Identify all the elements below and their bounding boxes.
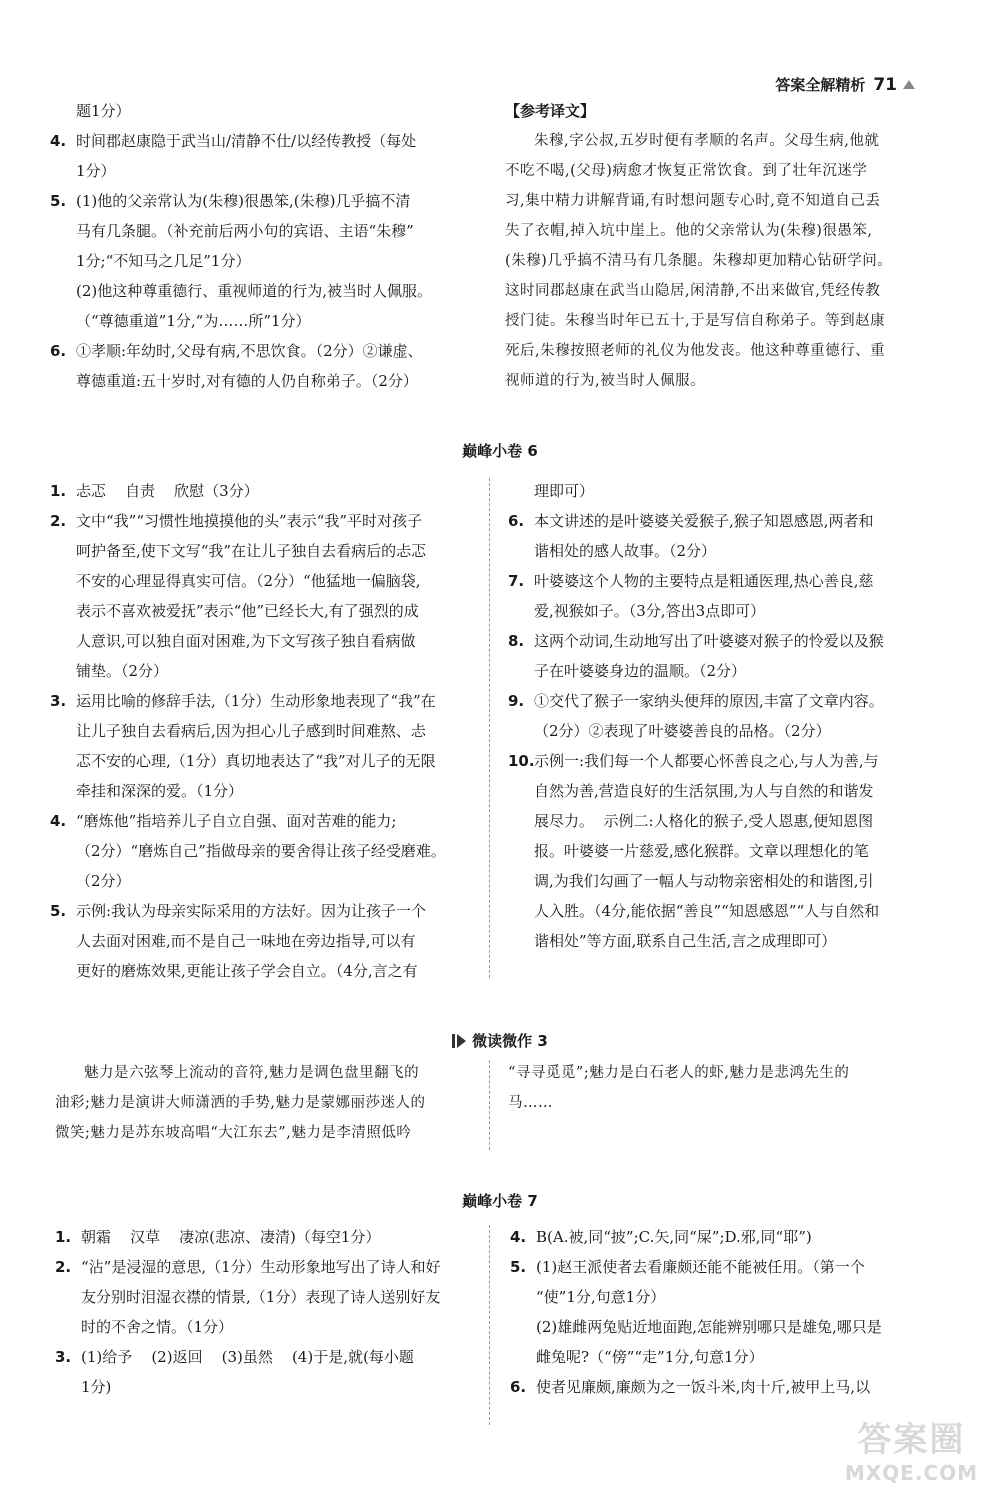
section6-left: [50, 476, 475, 986]
item-number: 4.: [510, 1228, 527, 1246]
bar-icon: [452, 1034, 455, 1048]
text-line: 习,集中精力讲解背诵,有时想问题专心时,竟不知道自己丢: [505, 193, 881, 209]
answer-item: [50, 126, 475, 186]
text-line: 自然为善,营造良好的生活氛围,为人与自然的和谐发: [534, 782, 874, 800]
item-text: [534, 746, 948, 956]
answer-item: [55, 1342, 475, 1402]
text-line: “磨炼他”指培养儿子自立自强、面对苦难的能力;: [76, 812, 397, 830]
text-line: 不安的心理显得真实可信。（2分）“他猛地一偏脑袋,: [76, 572, 421, 590]
weidu-right: [508, 1058, 948, 1118]
answer-item: [50, 336, 475, 396]
item-number: 6.: [50, 342, 67, 360]
item-text: [81, 1252, 475, 1342]
reference-translation: [505, 96, 945, 396]
text-line: 死后,朱穆按照老师的礼仪为他发丧。他这种尊重德行、重: [505, 343, 886, 359]
text-line: （2分）②表现了叶婆婆善良的品格。（2分）: [534, 722, 831, 740]
weidu-title: 微读微作 3: [472, 1032, 548, 1050]
section7-right: [510, 1222, 950, 1402]
text-line: 雌兔呢?（“傍”“走”1分,句意1分）: [536, 1348, 764, 1366]
text-line: 示例一:我们每一个人都要心怀善良之心,与人为善,与: [534, 752, 879, 770]
text-line: 人去面对困难,而不是自己一味地在旁边指导,可以有: [76, 932, 416, 950]
text-line: 呵护备至,使下文写“我”在让儿子独自去看病后的忐忑: [76, 542, 427, 560]
column-divider: [489, 478, 490, 978]
page-number: 71: [873, 74, 897, 95]
item-text: [81, 1222, 475, 1252]
item-number: 2.: [55, 1258, 72, 1276]
section7-left: [55, 1222, 475, 1402]
item-number: 9.: [508, 692, 525, 710]
text-line: (1)给予 (2)返回 (3)虽然 (4)于是,就(每小题: [81, 1348, 414, 1366]
item-text: [536, 1252, 950, 1372]
item-number: 8.: [508, 632, 525, 650]
text-line: 爱,视猴如子。（3分,答出3点即可）: [534, 602, 766, 620]
text-line: 人意识,可以独自面对困难,为下文写孩子独自看病做: [76, 632, 416, 650]
text-line: 运用比喻的修辞手法,（1分）生动形象地表现了“我”在: [76, 692, 436, 710]
text-line: 忐忑 自责 欣慰（3分）: [76, 482, 259, 500]
text-line: （2分）“磨炼自己”指做母亲的要舍得让孩子经受磨难。: [76, 842, 446, 860]
lead-line: 题1分）: [76, 102, 131, 120]
section-title-weidu: [0, 1030, 1000, 1052]
text-line: 铺垫。（2分）: [76, 662, 169, 680]
section-title-6: 巅峰小卷 6: [462, 442, 538, 460]
text-line: 不吃不喝,(父母)病愈才恢复正常饮食。到了壮年沉迷学: [505, 163, 868, 179]
item-number: 1.: [50, 482, 67, 500]
text-line: 忑不安的心理,（1分）真切地表达了“我”对儿子的无限: [76, 752, 436, 770]
item-text: [534, 686, 948, 746]
text-line: 使者见廉颇,廉颇为之一饭斗米,肉十斤,被甲上马,以: [536, 1378, 871, 1396]
item-number: 5.: [50, 192, 67, 210]
right-lead-line: 理即可）: [534, 482, 595, 500]
answer-item: [55, 1222, 475, 1252]
text-line: 油彩;魅力是演讲大师潇洒的手势,魅力是蒙娜丽莎迷人的: [55, 1095, 426, 1111]
text-line: （“尊德重道”1分,“为……所”1分）: [76, 312, 311, 330]
text-line: 马……: [508, 1095, 553, 1111]
text-line: ①孝顺:年幼时,父母有病,不思饮食。（2分）②谦虚、: [76, 342, 423, 360]
reference-title: 【参考译文】: [505, 102, 596, 120]
item-number: 6.: [510, 1378, 527, 1396]
text-line: 调,为我们勾画了一幅人与动物亲密相处的和谐图,引: [534, 872, 874, 890]
item-number: 10.: [508, 752, 535, 770]
item-text: [534, 506, 948, 566]
item-text: [76, 806, 475, 896]
answer-item: [510, 1252, 950, 1372]
text-line: 微笑;魅力是苏东坡高唱“大江东去”,魅力是李清照低吟: [55, 1125, 412, 1141]
text-line: “寻寻觅觅”;魅力是白石老人的虾,魅力是悲鸿先生的: [508, 1065, 850, 1081]
watermark-main: 答案圈: [857, 1420, 966, 1460]
item-text: [76, 506, 475, 686]
column-divider-7: [489, 1225, 490, 1425]
top-left-answers: [50, 96, 475, 396]
text-line: 授门徒。朱穆当时年已五十,于是写信自称弟子。等到赵康: [505, 313, 886, 329]
item-text: [536, 1372, 950, 1402]
item-number: 3.: [55, 1348, 72, 1366]
section6-right: [508, 476, 948, 956]
column-divider-weidu: [489, 1060, 490, 1150]
answer-item: [508, 626, 948, 686]
answer-item: [508, 686, 948, 746]
answer-item: [508, 506, 948, 566]
text-line: 谐相处的感人故事。（2分）: [534, 542, 717, 560]
text-line: (1)赵王派使者去看廉颇还能不能被任用。（第一个: [536, 1258, 865, 1276]
item-text: [76, 126, 475, 186]
text-line: 展尽力。 示例二:人格化的猴子,受人恩惠,便知恩图: [534, 812, 874, 830]
answer-item: [50, 806, 475, 896]
text-line: 人入胜。（4分,能依据“善良”“知恩感恩”“人与自然和: [534, 902, 880, 920]
text-line: 朱穆,字公叔,五岁时便有孝顺的名声。父母生病,他就: [534, 133, 880, 149]
answer-item: [50, 896, 475, 986]
item-text: [76, 896, 475, 986]
item-text: [81, 1342, 475, 1402]
text-line: “沾”是浸湿的意思,（1分）生动形象地写出了诗人和好: [81, 1258, 441, 1276]
text-line: 尊德重道:五十岁时,对有德的人仍自称弟子。（2分）: [76, 372, 418, 390]
text-line: (2)他这种尊重德行、重视师道的行为,被当时人佩服。: [76, 282, 433, 300]
text-line: 报。叶婆婆一片慈爱,感化猴群。文章以理想化的笔: [534, 842, 869, 860]
text-line: 失了衣帽,掉入坑中崖上。他的父亲常认为(朱穆)很愚笨,: [505, 223, 873, 239]
item-number: 1.: [55, 1228, 72, 1246]
item-number: 3.: [50, 692, 67, 710]
header-title: 答案全解精析: [775, 76, 866, 94]
item-text: [534, 626, 948, 686]
text-line: B(A.被,同“披”;C.矢,同“屎”;D.邪,同“耶”): [536, 1228, 812, 1246]
text-line: （2分）: [76, 872, 131, 890]
text-line: 叶婆婆这个人物的主要特点是粗通医理,热心善良,慈: [534, 572, 874, 590]
triangle-icon: [903, 80, 915, 89]
text-line: 视师道的行为,被当时人佩服。: [505, 373, 706, 389]
text-line: 时的不舍之情。（1分）: [81, 1318, 234, 1336]
item-text: [76, 186, 475, 336]
watermark: [845, 1412, 978, 1485]
text-line: (1)他的父亲常认为(朱穆)很愚笨,(朱穆)几乎搞不清: [76, 192, 411, 210]
reference-body: [505, 126, 945, 396]
answer-item: [50, 476, 475, 506]
item-number: 5.: [510, 1258, 527, 1276]
item-text: [534, 566, 948, 626]
answer-item: [55, 1252, 475, 1342]
weidu-left: [55, 1058, 475, 1148]
text-line: 这时同郡赵康在武当山隐居,闲清静,不出来做官,凭经传教: [505, 283, 881, 299]
text-line: 魅力是六弦琴上流动的音符,魅力是调色盘里翻飞的: [84, 1065, 420, 1081]
text-line: 谐相处”等方面,联系自己生活,言之成理即可）: [534, 932, 837, 950]
item-number: 4.: [50, 812, 67, 830]
answer-item: [50, 686, 475, 806]
answer-item: [510, 1372, 950, 1402]
section-title-7: 巅峰小卷 7: [462, 1192, 538, 1210]
item-number: 2.: [50, 512, 67, 530]
item-text: [76, 686, 475, 806]
text-line: 让儿子独自去看病后,因为担心儿子感到时间难熬、忐: [76, 722, 426, 740]
text-line: 牵挂和深深的爱。（1分）: [76, 782, 244, 800]
text-line: 示例:我认为母亲实际采用的方法好。因为让孩子一个: [76, 902, 427, 920]
item-number: 4.: [50, 132, 67, 150]
text-line: 更好的磨炼效果,更能让孩子学会自立。（4分,言之有: [76, 962, 418, 980]
answer-item: [508, 746, 948, 956]
text-line: 1分): [81, 1378, 112, 1396]
text-line: 本文讲述的是叶婆婆关爱猴子,猴子知恩感恩,两者和: [534, 512, 874, 530]
text-line: 1分）: [76, 162, 116, 180]
text-line: (朱穆)几乎搞不清马有几条腿。朱穆却更加精心钻研学问。: [505, 253, 893, 269]
text-line: 马有几条腿。（补充前后两小句的宾语、主语“朱穆”: [76, 222, 414, 240]
item-text: [536, 1222, 950, 1252]
answer-item: [50, 506, 475, 686]
text-line: (2)雄雌两兔贴近地面跑,怎能辨别哪只是雄兔,哪只是: [536, 1318, 882, 1336]
text-line: 子在叶婆婆身边的温顺。（2分）: [534, 662, 747, 680]
text-line: ①交代了猴子一家纳头便拜的原因,丰富了文章内容。: [534, 692, 884, 710]
answer-item: [508, 566, 948, 626]
item-text: [76, 476, 475, 506]
text-line: 时间郡赵康隐于武当山/清静不仕/以经传教授（每处: [76, 132, 417, 150]
text-line: 这两个动词,生动地写出了叶婆婆对猴子的怜爱以及猴: [534, 632, 884, 650]
text-line: 1分;“不知马之几足”1分）: [76, 252, 251, 270]
text-line: 朝霜 汉草 凄凉(悲凉、凄清)（每空1分）: [81, 1228, 381, 1246]
item-number: 7.: [508, 572, 525, 590]
text-line: 友分别时泪湿衣襟的情景,（1分）表现了诗人送别好友: [81, 1288, 441, 1306]
item-number: 5.: [50, 902, 67, 920]
item-number: 6.: [508, 512, 525, 530]
play-icon: [457, 1034, 466, 1048]
answer-item: [510, 1222, 950, 1252]
item-text: [76, 336, 475, 396]
watermark-sub: MXQE.COM: [844, 1461, 978, 1485]
text-line: “使”1分,句意1分）: [536, 1288, 666, 1306]
text-line: 文中“我”“习惯性地摸摸他的头”表示“我”平时对孩子: [76, 512, 423, 530]
answer-item: [50, 186, 475, 336]
page-header: [775, 74, 915, 95]
text-line: 表示不喜欢被爱抚”表示“他”已经长大,有了强烈的成: [76, 602, 419, 620]
